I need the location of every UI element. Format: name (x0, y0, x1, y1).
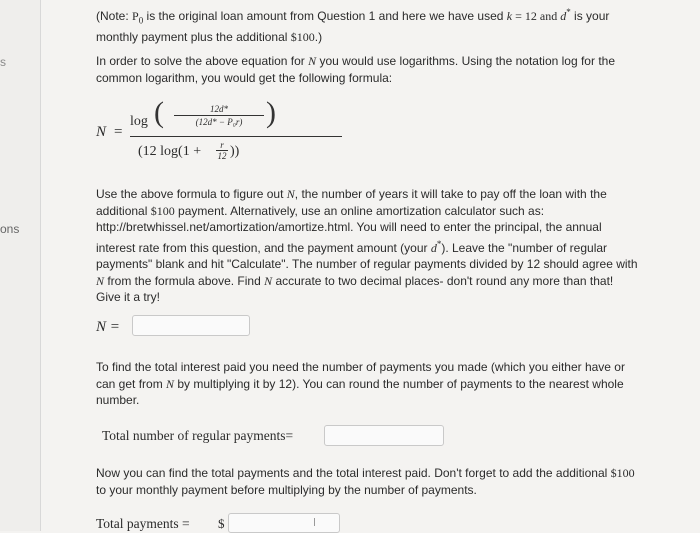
sidebar-fragment-ons: ons (0, 222, 20, 236)
n-answer-label: N = (96, 319, 120, 335)
interest-paragraph: To find the total interest paid you need the number of payments you made (which you either have or can get from N by multiplying it by 12). You can round the number of payments to the nearest whole number. (96, 360, 625, 407)
regular-payments-label: Total number of regular payments= (102, 428, 294, 443)
text-cursor-icon (314, 518, 315, 526)
regular-payments-input[interactable] (324, 425, 444, 446)
left-sidebar-strip (0, 0, 41, 531)
formula-denominator: (12 log(1 + $\frac{r}{12}$ )) (138, 140, 240, 161)
formula-fraction-bar (130, 136, 342, 137)
formula-r-over-12: $\frac{r}{12}$ (217, 140, 227, 161)
formula-equals: = (114, 124, 123, 140)
formula-lhs: N (96, 124, 107, 140)
total-payments-input[interactable] (228, 513, 340, 533)
sidebar-fragment-s: s (0, 55, 6, 69)
n-answer-input[interactable] (132, 315, 250, 336)
logarithm-formula (96, 98, 346, 170)
intro-paragraph: In order to solve the above equation for N you would use logarithms. Using the notation log for the common logarithm, you would get the following formula: (96, 54, 615, 85)
formula-inner-fraction: 12d* (12d* − P₀r) (174, 104, 264, 127)
total-payments-label: Total payments = (96, 516, 190, 531)
note-paragraph: (Note: $P_0$ is the original loan amount from Question 1 and here we have used k = 12 and d* is your monthly payment plus the additional $100.) (96, 7, 610, 44)
explanation-paragraph: Use the above formula to figure out N, the number of years it will take to pay off the loan with the additional $100 payment. Alternatively, use an online amortization calculator such as: http://bretwhissel.net/amortization/amortize.html. You will need to enter the principal, the annual interest rate from this question, and the payment amount (your d*). Leave the "number of regular payments" blank and hit "Calculate". The number of regular payments divided by 12 should agree with N from the formula above. Find N accurate to two decimal places- don't round any more than that! Give it a try! (96, 187, 638, 304)
totals-paragraph: Now you can find the total payments and the total interest paid. Don't forget to add the additional $100 to your monthly payment before multiplying by the number of payments. (96, 466, 635, 497)
formula-numerator: log ( 12d* (12d* − P₀r) ) (130, 96, 276, 129)
currency-symbol: $ (218, 516, 225, 531)
